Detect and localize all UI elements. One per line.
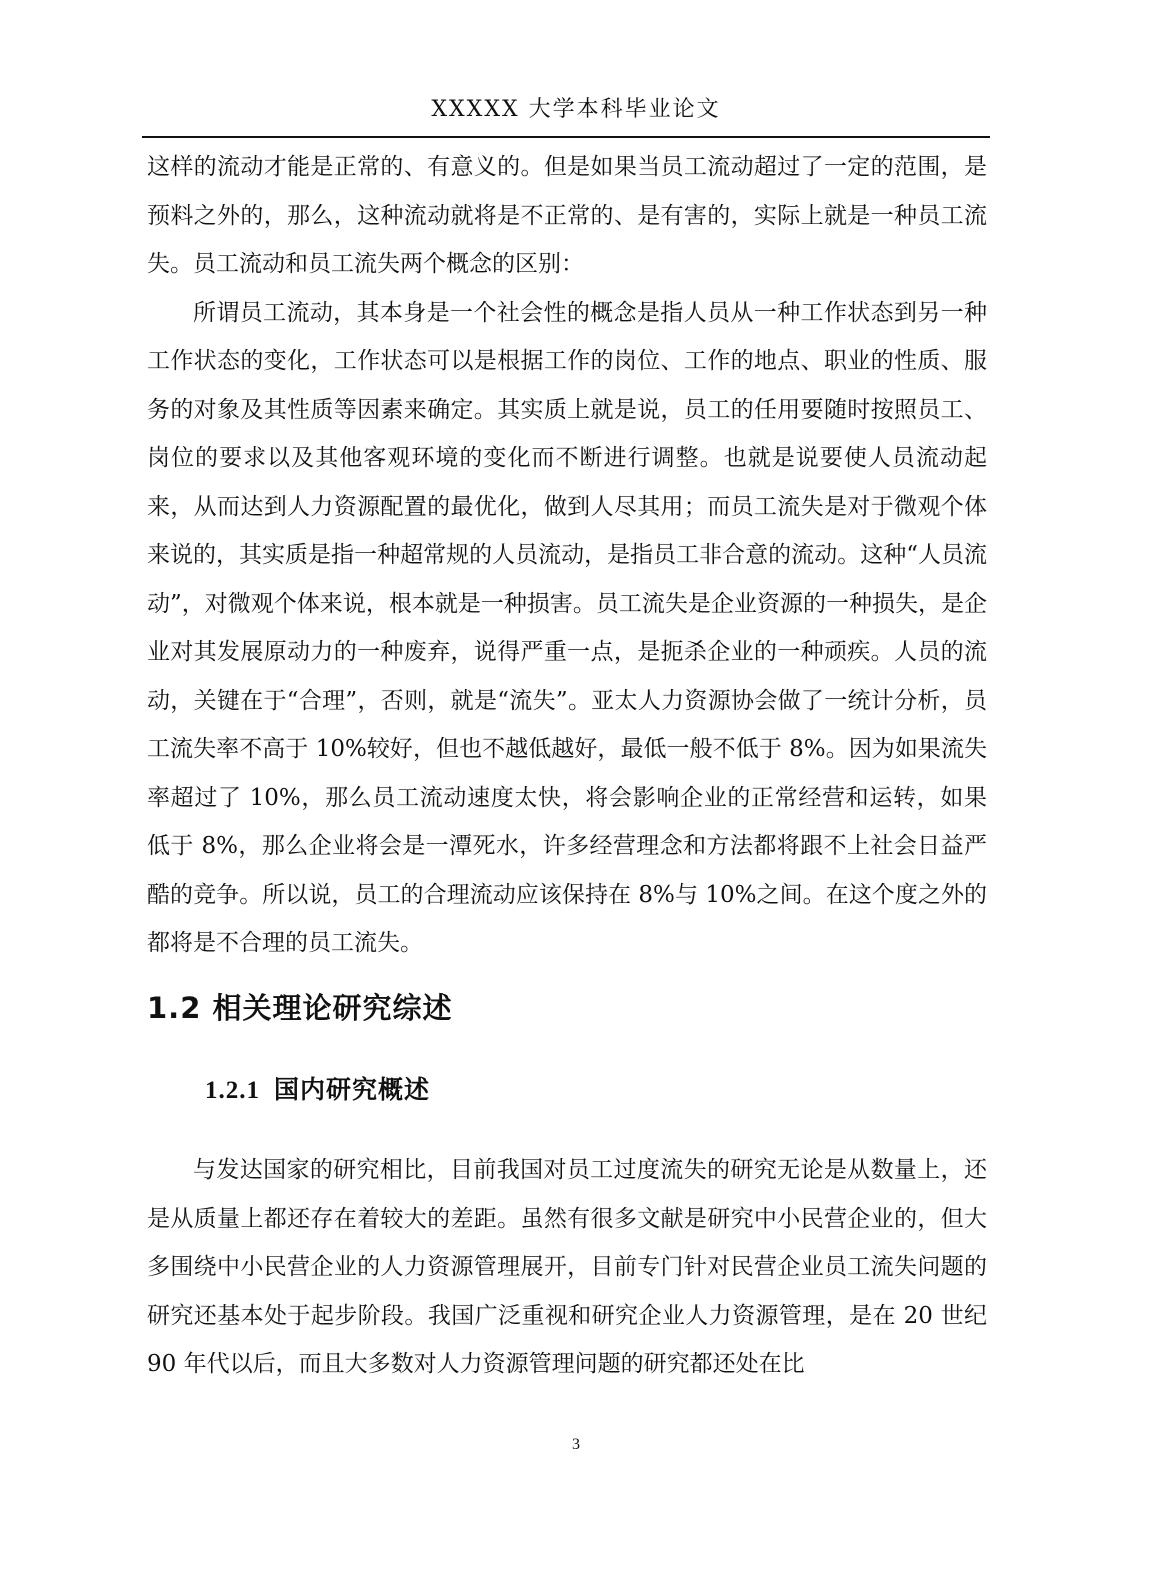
paragraph-domestic-research: 与发达国家的研究相比，目前我国对员工过度流失的研究无论是从数量上，还是从质量上都还存在着较大的差距。虽然有很多文献是研究中小民营企业的，但大多围绕中小民营企业的人力资源管理展开，目前专门针对民营企业员工流失问题的研究还基本处于起步阶段。我国广泛重视和研究企业人力资源管理，是在 20 世纪 90 年代以后，而且大多数对人力资源管理问题的研究都还处在比 <box>147 1157 987 1377</box>
section-1-1-body <box>147 143 987 968</box>
subsection-number: 1.2.1 <box>205 1077 260 1104</box>
paragraph-continued: 这样的流动才能是正常的、有意义的。但是如果当员工流动超过了一定的范围，是预料之外的，那么，这种流动就将是不正常的、是有害的，实际上就是一种员工流失。员工流动和员工流失两个概念的区别： <box>147 154 987 277</box>
subsection-heading-1-2-1 <box>205 1070 430 1106</box>
running-header: XXXXX 大学本科毕业论文 <box>431 97 721 122</box>
header-rule <box>142 136 990 138</box>
subsection-title: 国内研究概述 <box>274 1075 431 1104</box>
section-heading-1-2: 1.2 相关理论研究综述 <box>147 991 453 1025</box>
paragraph-flow-vs-loss: 所谓员工流动，其本身是一个社会性的概念是指人员从一种工作状态到另一种工作状态的变化，工作状态可以是根据工作的岗位、工作的地点、职业的性质、服务的对象及其性质等因素来确定。其实质上就是说，员工的任用要随时按照员工、岗位的要求以及其他客观环境的变化而不断进行调整。也就是说要使人员流动起来，从而达到人力资源配置的最优化，做到人尽其用；而员工流失是对于微观个体来说的，其实质是指一种超常规的人员流动，是指员工非合意的流动。这种“人员流动”，对微观个体来说，根本就是一种损害。员工流失是企业资源的一种损失，是企业对其发展原动力的一种废弃，说得严重一点，是扼杀企业的一种顽疾。人员的流动，关键在于“合理”，否则，就是“流失”。亚太人力资源协会做了一统计分析，员工流失率不高于 10%较好，但也不越低越好，最低一般不低于 8%。因为如果流失率超过了 10%，那么员工流动速度太快，将会影响企业的正常经营和运转，如果低于 8%，那么企业将会是一潭死水，许多经营理念和方法都将跟不上社会日益严酷的竞争。所以说，员工的合理流动应该保持在 8%与 10%之间。在这个度之外的都将是不合理的员工流失。 <box>147 299 987 956</box>
page-number: 3 <box>572 1436 580 1453</box>
section-1-2-1-body <box>147 1146 987 1389</box>
